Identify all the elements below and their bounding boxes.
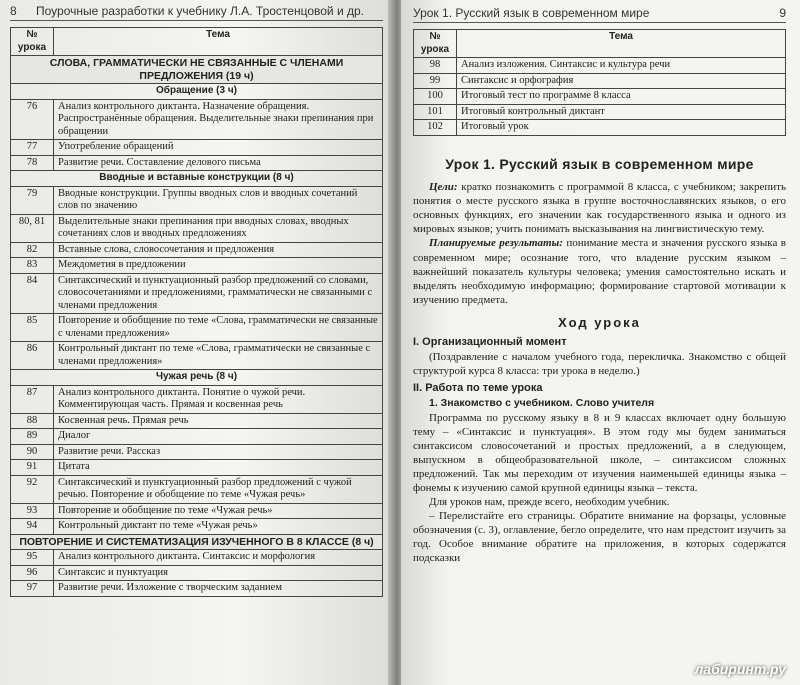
lesson-topic: Синтаксис и орфография xyxy=(457,73,786,89)
lesson-number: 83 xyxy=(11,258,54,274)
lesson-number: 99 xyxy=(414,73,457,89)
lesson-number: 101 xyxy=(414,104,457,120)
right-page-number: 9 xyxy=(779,6,786,20)
lesson-number: 76 xyxy=(11,99,54,140)
right-page xyxy=(401,0,800,685)
lesson-results xyxy=(413,236,786,307)
lesson-title: Урок 1. Русский язык в современном мире xyxy=(445,155,754,172)
column-header-num: № урока xyxy=(11,28,54,56)
right-table-body xyxy=(414,58,786,136)
right-running-head-text: Урок 1. Русский язык в современном мире xyxy=(413,6,650,20)
table-row xyxy=(11,475,383,503)
lesson-topic: Междометия в предложении xyxy=(54,258,383,274)
lesson-number: 95 xyxy=(11,550,54,566)
lesson-topic: Синтаксический и пунктуационный разбор предложений со словами, словосочетаниями и предложениями, грамматически не связанными с членами предложения xyxy=(54,273,383,314)
table-row xyxy=(414,89,786,105)
lesson-topic: Итоговый тест по программе 8 класса xyxy=(457,89,786,105)
right-running-head xyxy=(413,6,786,23)
section-row xyxy=(11,534,383,550)
lesson-number: 96 xyxy=(11,565,54,581)
subsection-title: Вводные и вставные конструкции (8 ч) xyxy=(11,171,383,187)
watermark-logo: лабиринт.ру xyxy=(694,661,786,677)
lesson-topic: Анализ контрольного диктанта. Понятие о чужой речи. Комментирующая часть. Прямая и косвенная речь xyxy=(54,385,383,413)
lesson-topic: Повторение и обобщение по теме «Слова, грамматически не связанные с членами предложения» xyxy=(54,314,383,342)
lesson-topic: Анализ изложения. Синтаксис и культура речи xyxy=(457,58,786,74)
lesson-goals xyxy=(413,180,786,237)
lesson-topic: Диалог xyxy=(54,429,383,445)
section-row xyxy=(11,56,383,84)
table-row xyxy=(11,99,383,140)
lesson-number: 100 xyxy=(414,89,457,105)
lesson-number: 80, 81 xyxy=(11,214,54,242)
subsection-row xyxy=(11,370,383,386)
lesson-number: 94 xyxy=(11,519,54,535)
body-paragraph-1: Программа по русскому языку в 8 и 9 классах включает одну большую тему – «Синтаксис и пунктуация». В этом году мы будем заниматься синтаксисом словосочетаний и простых предложений, а в следующем, выпускном в общеобразовательной школе, – синтаксисом сложных предложений. Так мы переходим от изучения наименьшей единицы языка – фонемы к изучению самой крупной единицы языка – текста. xyxy=(413,412,786,495)
lesson-topic: Контрольный диктант по теме «Слова, грамматически не связанные с членами предложения» xyxy=(54,342,383,370)
section-title: СЛОВА, ГРАММАТИЧЕСКИ НЕ СВЯЗАННЫЕ С ЧЛЕНАМИ ПРЕДЛОЖЕНИЯ (19 ч) xyxy=(11,56,383,84)
table-row xyxy=(11,258,383,274)
left-table-body xyxy=(11,56,383,597)
lesson-number: 79 xyxy=(11,186,54,214)
lesson-number: 77 xyxy=(11,140,54,156)
subsection-1-heading: 1. Знакомство с учебником. Слово учителя xyxy=(429,397,655,410)
table-row xyxy=(11,550,383,566)
lesson-number: 97 xyxy=(11,581,54,597)
table-row xyxy=(11,314,383,342)
lesson-number: 90 xyxy=(11,444,54,460)
left-page xyxy=(0,0,393,685)
column-header-topic: Тема xyxy=(54,28,383,56)
lesson-topic: Употребление обращений xyxy=(54,140,383,156)
goals-text: кратко познакомить с программой 8 класса, с учебником; закрепить понятия о месте русского языка в группе восточнославянских языков, о его основных функциях, его значении как государственного языка и одного из мировых языков; учить понимать высказывания на лингвистическую тему. xyxy=(413,180,786,236)
lesson-topic: Косвенная речь. Прямая речь xyxy=(54,413,383,429)
lesson-number: 78 xyxy=(11,155,54,171)
lesson-number: 93 xyxy=(11,503,54,519)
lesson-topic: Синтаксис и пунктуация xyxy=(54,565,383,581)
lesson-topic: Анализ контрольного диктанта. Назначение обращения. Распространённые обращения. Выделительные знаки препинания при обращении xyxy=(54,99,383,140)
section-1-heading: I. Организационный момент xyxy=(413,336,567,349)
results-text: понимание места и значения русского языка в современном мире; осознание того, что владение русским языком – важнейший показатель культуры человека; умения самостоятельно искать и выделять необходимую информацию; формирование стартовой мотивации к изучению предмета. xyxy=(413,237,786,307)
lesson-topic: Вставные слова, словосочетания и предложения xyxy=(54,242,383,258)
lesson-topic: Итоговый урок xyxy=(457,120,786,136)
lesson-topic: Повторение и обобщение по теме «Чужая речь» xyxy=(54,503,383,519)
table-row xyxy=(11,242,383,258)
lesson-number: 91 xyxy=(11,460,54,476)
table-row xyxy=(11,565,383,581)
left-running-head xyxy=(10,4,383,21)
body-paragraph-2: Для уроков нам, прежде всего, необходим учебник. xyxy=(429,496,670,509)
table-row xyxy=(11,444,383,460)
left-page-number: 8 xyxy=(10,4,17,18)
lesson-number: 84 xyxy=(11,273,54,314)
lesson-topic: Развитие речи. Составление делового письма xyxy=(54,155,383,171)
table-row xyxy=(414,58,786,74)
lesson-number: 102 xyxy=(414,120,457,136)
lesson-number: 82 xyxy=(11,242,54,258)
plan-heading: Ход урока xyxy=(558,315,641,331)
lesson-number: 98 xyxy=(414,58,457,74)
lesson-topic: Анализ контрольного диктанта. Синтаксис и морфология xyxy=(54,550,383,566)
subsection-title: Чужая речь (8 ч) xyxy=(11,370,383,386)
table-row xyxy=(414,120,786,136)
table-row xyxy=(11,503,383,519)
table-row xyxy=(11,186,383,214)
lesson-topic: Итоговый контрольный диктант xyxy=(457,104,786,120)
lesson-number: 89 xyxy=(11,429,54,445)
lesson-topic: Цитата xyxy=(54,460,383,476)
table-row xyxy=(11,460,383,476)
lesson-topic: Выделительные знаки препинания при вводных словах, вводных сочетаниях слов и вводных предложениях xyxy=(54,214,383,242)
subsection-row xyxy=(11,84,383,100)
column-header-num: № урока xyxy=(414,30,457,58)
table-row xyxy=(11,519,383,535)
left-lesson-table xyxy=(10,27,383,597)
body-paragraph-3: – Перелистайте его страницы. Обратите внимание на форзацы, условные обозначения (с. 3), оглавление, бегло определите, что нам предстоит изучить за год. Особое внимание обратите на приложения, в которых содержатся подсказки xyxy=(413,510,786,565)
lesson-number: 86 xyxy=(11,342,54,370)
table-row xyxy=(11,214,383,242)
lesson-number: 87 xyxy=(11,385,54,413)
lesson-number: 88 xyxy=(11,413,54,429)
lesson-topic: Синтаксический и пунктуационный разбор предложений с чужой речью. Повторение и обобщение по теме «Чужая речь» xyxy=(54,475,383,503)
lesson-topic: Развитие речи. Изложение с творческим заданием xyxy=(54,581,383,597)
left-running-head-text: Поурочные разработки к учебнику Л.А. Тростенцовой и др. xyxy=(36,4,365,18)
subsection-row xyxy=(11,171,383,187)
goals-label: Цели: xyxy=(429,180,458,193)
table-row xyxy=(11,581,383,597)
table-row xyxy=(11,273,383,314)
table-row xyxy=(11,429,383,445)
results-label: Планируемые результаты: xyxy=(429,237,563,250)
table-row xyxy=(11,155,383,171)
lesson-topic: Развитие речи. Рассказ xyxy=(54,444,383,460)
subsection-title: Обращение (3 ч) xyxy=(11,84,383,100)
table-row xyxy=(414,73,786,89)
section-2-heading: II. Работа по теме урока xyxy=(413,382,543,395)
lesson-topic: Контрольный диктант по теме «Чужая речь» xyxy=(54,519,383,535)
section-1-text: (Поздравление с началом учебного года, перекличка. Знакомство с общей структурой курса 8 класса: три урока в неделю.) xyxy=(413,351,786,378)
table-row xyxy=(11,140,383,156)
lesson-topic: Вводные конструкции. Группы вводных слов и вводных сочетаний слов по значению xyxy=(54,186,383,214)
lesson-number: 85 xyxy=(11,314,54,342)
table-row xyxy=(11,342,383,370)
column-header-topic: Тема xyxy=(457,30,786,58)
right-lesson-table xyxy=(413,29,786,136)
table-row xyxy=(11,413,383,429)
table-row xyxy=(414,104,786,120)
section-title: ПОВТОРЕНИЕ И СИСТЕМАТИЗАЦИЯ ИЗУЧЕННОГО В 8 КЛАССЕ (8 ч) xyxy=(11,534,383,550)
lesson-number: 92 xyxy=(11,475,54,503)
table-row xyxy=(11,385,383,413)
